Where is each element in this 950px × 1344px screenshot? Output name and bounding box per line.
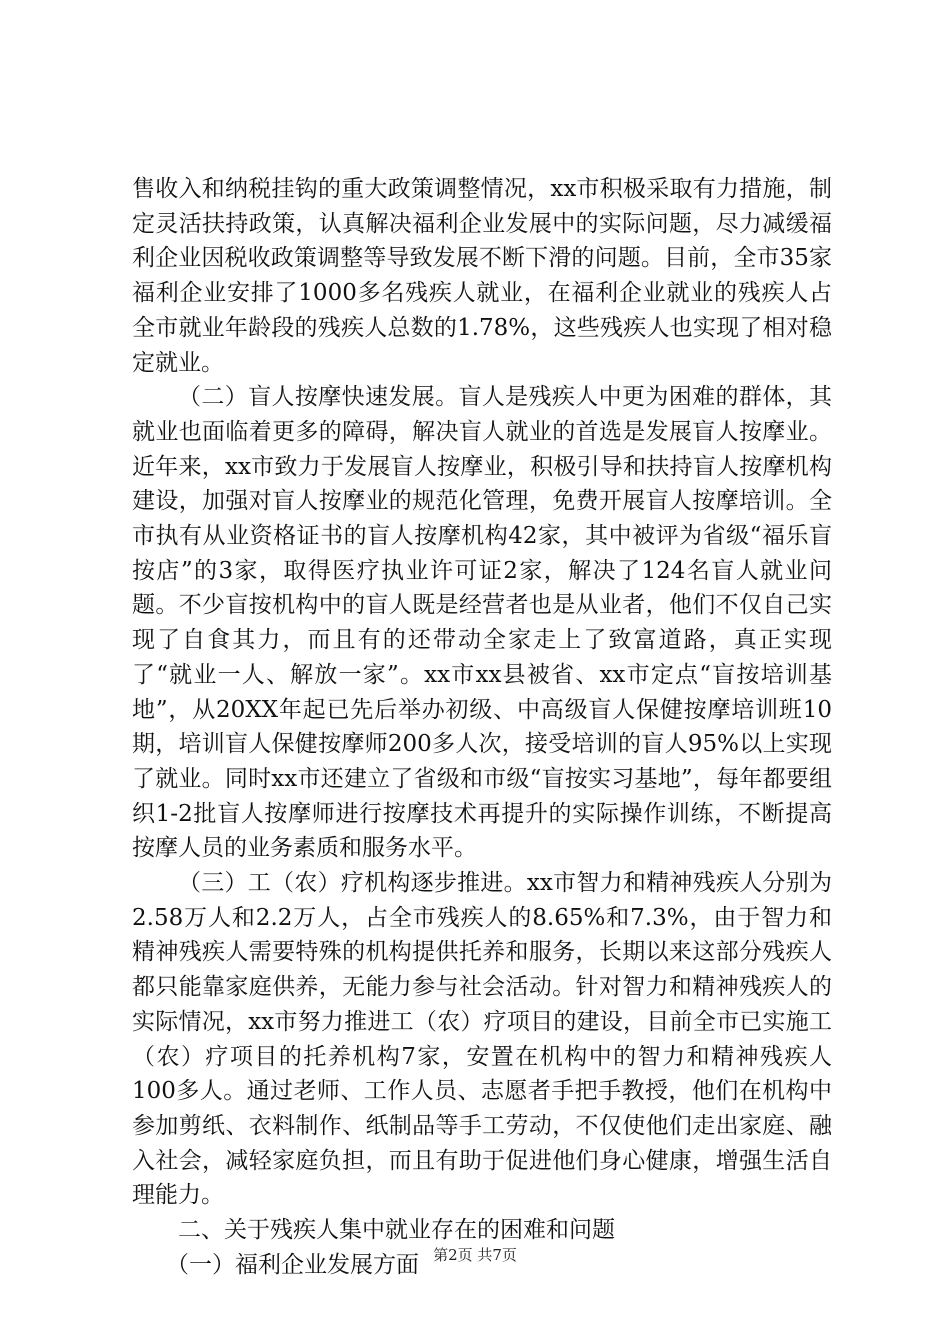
document-body xyxy=(132,172,832,1283)
page-footer xyxy=(0,1245,950,1265)
paragraph-welfare-enterprises: 售收入和纳税挂钩的重大政策调整情况，xx市积极采取有力措施，制定灵活扶持政策，认真解决福利企业发展中的实际问题，尽力减缓福利企业因税收政策调整等导致发展不断下滑的问题。目前，全市35家福利企业安排了1000多名残疾人就业，在福利企业就业的残疾人占全市就业年龄段的残疾人总数的1.78%，这些残疾人也实现了相对稳定就业。 xyxy=(132,176,832,376)
paragraph-work-therapy: （三）工（农）疗机构逐步推进。xx市智力和精神残疾人分别为2.58万人和2.2万人，占全市残疾人的8.65%和7.3%，由于智力和精神残疾人需要特殊的机构提供托养和服务，长期以来这部分残疾人都只能靠家庭供养，无能力参与社会活动。针对智力和精神残疾人的实际情况，xx市努力推进工（农）疗项目的建设，目前全市已实施工（农）疗项目的托养机构7家，安置在机构中的智力和精神残疾人100多人。通过老师、工作人员、志愿者手把手教授，他们在机构中参加剪纸、衣料制作、纸制品等手工劳动，不仅使他们走出家庭、融入社会，减轻家庭负担，而且有助于促进他们身心健康，增强生活自理能力。 xyxy=(132,870,832,1209)
section-heading-difficulties: 二、关于残疾人集中就业存在的困难和问题 xyxy=(178,1217,615,1244)
page-number: 第2页 共7页 xyxy=(433,1246,517,1264)
subsection-heading-welfare: （一）福利企业发展方面 xyxy=(166,1251,419,1278)
paragraph-blind-massage: （二）盲人按摩快速发展。盲人是残疾人中更为困难的群体，其就业也面临着更多的障碍，解决盲人就业的首选是发展盲人按摩业。近年来，xx市致力于发展盲人按摩业，积极引导和扶持盲人按摩机构建设，加强对盲人按摩业的规范化管理，免费开展盲人按摩培训。全市执有从业资格证书的盲人按摩机构42家，其中被评为省级“福乐盲按店”的3家，取得医疗执业许可证2家，解决了124名盲人就业问题。不少盲按机构中的盲人既是经营者也是从业者，他们不仅自己实现了自食其力，而且有的还带动全家走上了致富道路，真正实现了“就业一人、解放一家”。xx市xx县被省、xx市定点“盲按培训基地”，从20XX年起已先后举办初级、中高级盲人保健按摩培训班10期，培训盲人保健按摩师200多人次，接受培训的盲人95%以上实现了就业。同时xx市还建立了省级和市级“盲按实习基地”，每年都要组织1-2批盲人按摩师进行按摩技术再提升的实际操作训练，不断提高按摩人员的业务素质和服务水平。 xyxy=(132,384,832,862)
